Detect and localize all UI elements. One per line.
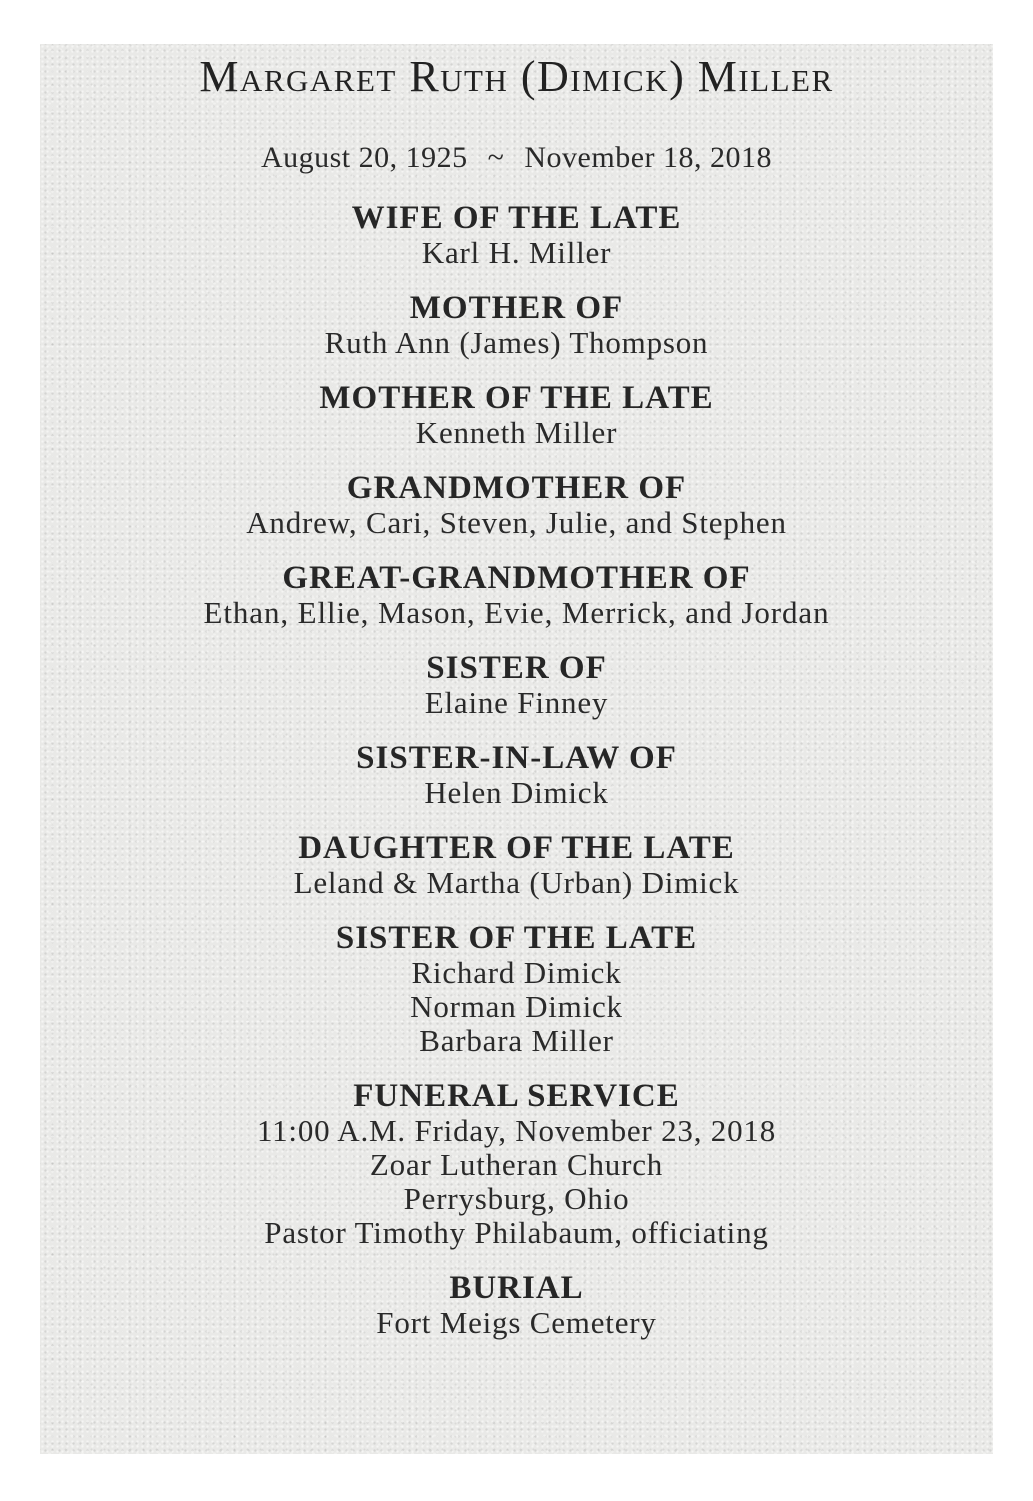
obituary-card bbox=[40, 44, 993, 1454]
section-wife-of-the-late bbox=[40, 200, 993, 270]
life-dates bbox=[40, 138, 993, 178]
section-burial bbox=[40, 1270, 993, 1340]
section-line: Kenneth Miller bbox=[415, 415, 618, 450]
section-line: Ethan, Ellie, Mason, Evie, Merrick, and Jordan bbox=[203, 595, 830, 630]
service-time: 11:00 A.M. Friday, November 23, 2018 bbox=[256, 1113, 777, 1148]
section-heading: SISTER-IN-LAW OF bbox=[356, 740, 677, 776]
service-location: Zoar Lutheran Church bbox=[369, 1147, 664, 1182]
section-line: Barbara Miller bbox=[419, 1023, 614, 1058]
section-heading: DAUGHTER OF THE LATE bbox=[298, 830, 735, 866]
section-line: Karl H. Miller bbox=[421, 235, 612, 270]
burial-location: Fort Meigs Cemetery bbox=[376, 1305, 657, 1340]
section-heading: GRANDMOTHER OF bbox=[346, 470, 687, 506]
section-mother-of-the-late bbox=[40, 380, 993, 450]
section-heading: BURIAL bbox=[449, 1270, 584, 1306]
service-city: Perrysburg, Ohio bbox=[403, 1181, 630, 1216]
section-line: Leland & Martha (Urban) Dimick bbox=[293, 865, 740, 900]
section-daughter-of-the-late bbox=[40, 830, 993, 900]
section-sister-of-the-late bbox=[40, 920, 993, 1058]
section-heading: MOTHER OF THE LATE bbox=[319, 380, 714, 416]
section-mother-of bbox=[40, 290, 993, 360]
section-funeral-service bbox=[40, 1078, 993, 1250]
section-heading: WIFE OF THE LATE bbox=[351, 200, 682, 236]
section-line: Elaine Finney bbox=[424, 685, 609, 720]
deceased-name: Margaret Ruth (Dimick) Miller bbox=[199, 52, 834, 101]
birth-date: August 20, 1925 bbox=[260, 141, 468, 174]
section-heading: SISTER OF bbox=[426, 650, 607, 686]
section-line: Norman Dimick bbox=[410, 989, 623, 1024]
section-great-grandmother-of bbox=[40, 560, 993, 630]
section-grandmother-of bbox=[40, 470, 993, 540]
section-heading: SISTER OF THE LATE bbox=[335, 920, 698, 956]
section-heading: FUNERAL SERVICE bbox=[353, 1078, 680, 1114]
section-line: Andrew, Cari, Steven, Julie, and Stephen bbox=[246, 505, 787, 540]
section-line: Richard Dimick bbox=[411, 955, 622, 990]
death-date: November 18, 2018 bbox=[524, 141, 773, 174]
date-separator: ~ bbox=[487, 141, 505, 174]
section-sister-of bbox=[40, 650, 993, 720]
section-line: Ruth Ann (James) Thompson bbox=[324, 325, 709, 360]
section-line: Helen Dimick bbox=[424, 775, 609, 810]
section-heading: GREAT-GRANDMOTHER OF bbox=[282, 560, 751, 596]
section-sister-in-law-of bbox=[40, 740, 993, 810]
service-officiant: Pastor Timothy Philabaum, officiating bbox=[264, 1215, 769, 1250]
section-heading: MOTHER OF bbox=[409, 290, 624, 326]
